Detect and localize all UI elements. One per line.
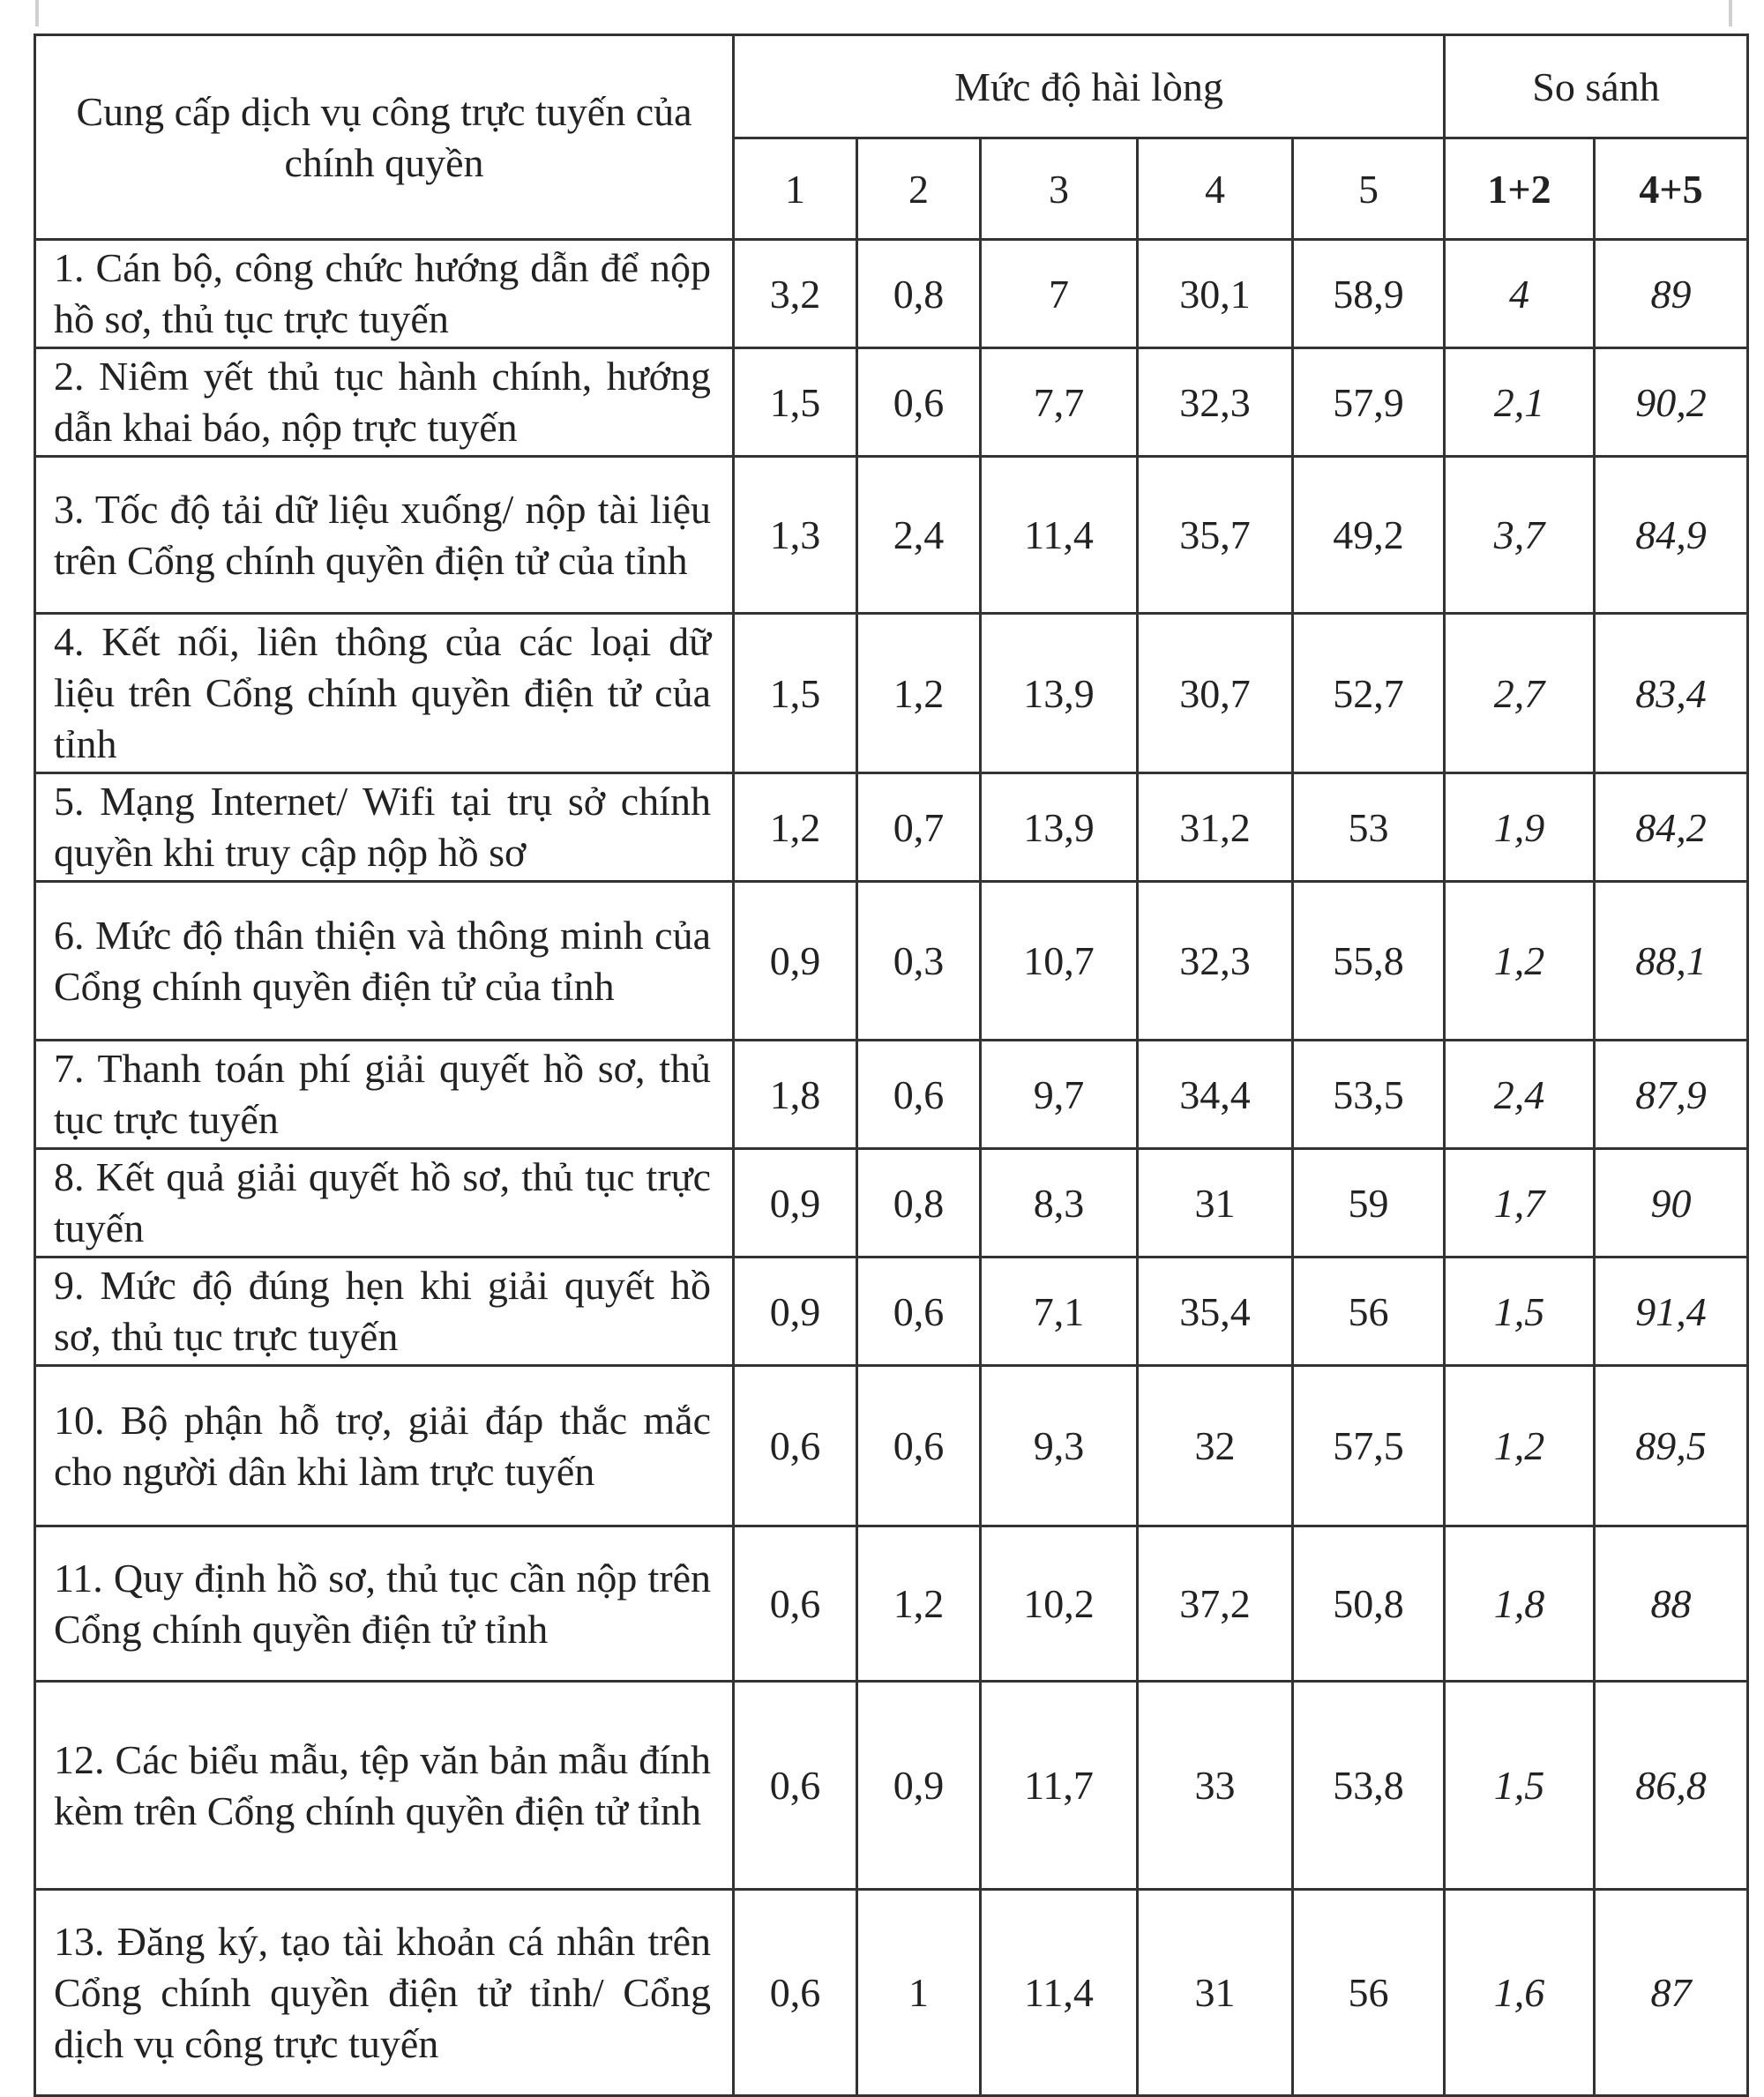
criterion-cell: 8. Kết quả giải quyết hồ sơ, thủ tục trực tuyến bbox=[35, 1149, 734, 1257]
comparison-low-cell: 1,2 bbox=[1445, 882, 1595, 1041]
level-3-cell: 10,2 bbox=[981, 1526, 1138, 1682]
level-5-cell: 56 bbox=[1293, 1257, 1445, 1366]
comparison-header: So sánh bbox=[1445, 35, 1748, 138]
level-2-cell: 1,2 bbox=[857, 1526, 981, 1682]
comparison-low-cell: 1,8 bbox=[1445, 1526, 1595, 1682]
level-1-cell: 0,9 bbox=[734, 1149, 857, 1257]
level-1-header: 1 bbox=[734, 138, 857, 240]
comparison-high-cell: 89 bbox=[1595, 240, 1748, 348]
comparison-high-cell: 87,9 bbox=[1595, 1041, 1748, 1149]
comparison-high-cell: 84,2 bbox=[1595, 773, 1748, 882]
table-row bbox=[35, 1257, 1748, 1366]
level-2-cell: 2,4 bbox=[857, 457, 981, 614]
level-4-cell: 30,1 bbox=[1138, 240, 1293, 348]
level-5-cell: 50,8 bbox=[1293, 1526, 1445, 1682]
level-1-cell: 0,6 bbox=[734, 1682, 857, 1890]
level-2-cell: 0,6 bbox=[857, 1257, 981, 1366]
level-3-cell: 7,7 bbox=[981, 348, 1138, 457]
level-3-cell: 13,9 bbox=[981, 773, 1138, 882]
level-3-cell: 8,3 bbox=[981, 1149, 1138, 1257]
criterion-cell: 1. Cán bộ, công chức hướng dẫn để nộp hồ sơ, thủ tục trực tuyến bbox=[35, 240, 734, 348]
table-row bbox=[35, 240, 1748, 348]
table-row bbox=[35, 882, 1748, 1041]
level-5-cell: 59 bbox=[1293, 1149, 1445, 1257]
level-3-cell: 9,3 bbox=[981, 1366, 1138, 1526]
table-row bbox=[35, 1526, 1748, 1682]
table-row bbox=[35, 1890, 1748, 2096]
table-row bbox=[35, 1041, 1748, 1149]
table-row bbox=[35, 614, 1748, 773]
level-1-cell: 1,8 bbox=[734, 1041, 857, 1149]
level-1-cell: 3,2 bbox=[734, 240, 857, 348]
level-2-cell: 1 bbox=[857, 1890, 981, 2096]
level-4-cell: 31 bbox=[1138, 1890, 1293, 2096]
comparison-low-cell: 2,7 bbox=[1445, 614, 1595, 773]
comparison-low-cell: 3,7 bbox=[1445, 457, 1595, 614]
table-row bbox=[35, 457, 1748, 614]
comparison-low-cell: 2,1 bbox=[1445, 348, 1595, 457]
table-row bbox=[35, 348, 1748, 457]
level-3-cell: 11,4 bbox=[981, 457, 1138, 614]
level-3-cell: 7 bbox=[981, 240, 1138, 348]
criteria-header: Cung cấp dịch vụ công trực tuyến của chính quyền bbox=[35, 35, 734, 240]
comparison-high-cell: 89,5 bbox=[1595, 1366, 1748, 1526]
level-3-cell: 7,1 bbox=[981, 1257, 1138, 1366]
level-2-cell: 0,8 bbox=[857, 1149, 981, 1257]
level-4-header: 4 bbox=[1138, 138, 1293, 240]
satisfaction-table bbox=[34, 34, 1749, 2097]
level-1-cell: 0,6 bbox=[734, 1890, 857, 2096]
comparison-high-cell: 88,1 bbox=[1595, 882, 1748, 1041]
level-2-cell: 0,6 bbox=[857, 348, 981, 457]
level-4-cell: 32 bbox=[1138, 1366, 1293, 1526]
comparison-high-cell: 91,4 bbox=[1595, 1257, 1748, 1366]
level-4-cell: 33 bbox=[1138, 1682, 1293, 1890]
comparison-low-cell: 1,2 bbox=[1445, 1366, 1595, 1526]
table-row bbox=[35, 773, 1748, 882]
comparison-high-cell: 84,9 bbox=[1595, 457, 1748, 614]
level-2-cell: 0,6 bbox=[857, 1041, 981, 1149]
level-2-cell: 1,2 bbox=[857, 614, 981, 773]
level-4-cell: 30,7 bbox=[1138, 614, 1293, 773]
level-1-cell: 1,3 bbox=[734, 457, 857, 614]
level-3-cell: 13,9 bbox=[981, 614, 1138, 773]
comparison-high-cell: 90 bbox=[1595, 1149, 1748, 1257]
level-5-cell: 57,5 bbox=[1293, 1366, 1445, 1526]
level-3-header: 3 bbox=[981, 138, 1138, 240]
comparison-low-cell: 1,5 bbox=[1445, 1682, 1595, 1890]
comparison-low-cell: 1,9 bbox=[1445, 773, 1595, 882]
criterion-cell: 10. Bộ phận hỗ trợ, giải đáp thắc mắc cho người dân khi làm trực tuyến bbox=[35, 1366, 734, 1526]
level-1-cell: 0,6 bbox=[734, 1366, 857, 1526]
level-5-cell: 58,9 bbox=[1293, 240, 1445, 348]
level-4-cell: 32,3 bbox=[1138, 882, 1293, 1041]
level-2-cell: 0,8 bbox=[857, 240, 981, 348]
level-5-cell: 57,9 bbox=[1293, 348, 1445, 457]
level-3-cell: 9,7 bbox=[981, 1041, 1138, 1149]
level-1-cell: 1,5 bbox=[734, 614, 857, 773]
level-2-cell: 0,9 bbox=[857, 1682, 981, 1890]
level-1-cell: 1,2 bbox=[734, 773, 857, 882]
satisfaction-level-header: Mức độ hài lòng bbox=[734, 35, 1445, 138]
criterion-cell: 11. Quy định hồ sơ, thủ tục cần nộp trên Cổng chính quyền điện tử tỉnh bbox=[35, 1526, 734, 1682]
level-5-cell: 49,2 bbox=[1293, 457, 1445, 614]
level-3-cell: 11,7 bbox=[981, 1682, 1138, 1890]
level-4-cell: 32,3 bbox=[1138, 348, 1293, 457]
comparison-high-cell: 87 bbox=[1595, 1890, 1748, 2096]
level-2-cell: 0,6 bbox=[857, 1366, 981, 1526]
criterion-cell: 12. Các biểu mẫu, tệp văn bản mẫu đính kèm trên Cổng chính quyền điện tử tỉnh bbox=[35, 1682, 734, 1890]
comparison-high-cell: 90,2 bbox=[1595, 348, 1748, 457]
comparison-high-cell: 83,4 bbox=[1595, 614, 1748, 773]
comparison-low-cell: 1,5 bbox=[1445, 1257, 1595, 1366]
level-4-cell: 37,2 bbox=[1138, 1526, 1293, 1682]
comparison-low-cell: 4 bbox=[1445, 240, 1595, 348]
level-1-cell: 1,5 bbox=[734, 348, 857, 457]
level-5-cell: 53 bbox=[1293, 773, 1445, 882]
level-5-cell: 55,8 bbox=[1293, 882, 1445, 1041]
criterion-cell: 3. Tốc độ tải dữ liệu xuống/ nộp tài liệu trên Cổng chính quyền điện tử của tỉnh bbox=[35, 457, 734, 614]
criterion-cell: 2. Niêm yết thủ tục hành chính, hướng dẫn khai báo, nộp trực tuyến bbox=[35, 348, 734, 457]
level-1-cell: 0,9 bbox=[734, 1257, 857, 1366]
comparison-high-cell: 86,8 bbox=[1595, 1682, 1748, 1890]
page-corner-right bbox=[1729, 0, 1732, 26]
level-2-cell: 0,3 bbox=[857, 882, 981, 1041]
level-5-header: 5 bbox=[1293, 138, 1445, 240]
criterion-cell: 13. Đăng ký, tạo tài khoản cá nhân trên Cổng chính quyền điện tử tỉnh/ Cổng dịch vụ công trực tuyến bbox=[35, 1890, 734, 2096]
table-row bbox=[35, 1366, 1748, 1526]
page-corner-left bbox=[35, 0, 39, 26]
criterion-cell: 9. Mức độ đúng hẹn khi giải quyết hồ sơ, thủ tục trực tuyến bbox=[35, 1257, 734, 1366]
level-4-cell: 34,4 bbox=[1138, 1041, 1293, 1149]
level-5-cell: 56 bbox=[1293, 1890, 1445, 2096]
level-2-header: 2 bbox=[857, 138, 981, 240]
level-2-cell: 0,7 bbox=[857, 773, 981, 882]
level-5-cell: 52,7 bbox=[1293, 614, 1445, 773]
table-row bbox=[35, 1149, 1748, 1257]
comparison-high-cell: 88 bbox=[1595, 1526, 1748, 1682]
comparison-low-header: 1+2 bbox=[1445, 138, 1595, 240]
level-4-cell: 31 bbox=[1138, 1149, 1293, 1257]
comparison-low-cell: 1,7 bbox=[1445, 1149, 1595, 1257]
level-5-cell: 53,8 bbox=[1293, 1682, 1445, 1890]
criterion-cell: 6. Mức độ thân thiện và thông minh của Cổng chính quyền điện tử của tỉnh bbox=[35, 882, 734, 1041]
comparison-high-header: 4+5 bbox=[1595, 138, 1748, 240]
level-4-cell: 35,4 bbox=[1138, 1257, 1293, 1366]
table-row bbox=[35, 1682, 1748, 1890]
level-5-cell: 53,5 bbox=[1293, 1041, 1445, 1149]
level-3-cell: 11,4 bbox=[981, 1890, 1138, 2096]
level-4-cell: 35,7 bbox=[1138, 457, 1293, 614]
criterion-cell: 4. Kết nối, liên thông của các loại dữ liệu trên Cổng chính quyền điện tử của tỉnh bbox=[35, 614, 734, 773]
level-1-cell: 0,9 bbox=[734, 882, 857, 1041]
comparison-low-cell: 1,6 bbox=[1445, 1890, 1595, 2096]
level-1-cell: 0,6 bbox=[734, 1526, 857, 1682]
level-3-cell: 10,7 bbox=[981, 882, 1138, 1041]
level-4-cell: 31,2 bbox=[1138, 773, 1293, 882]
comparison-low-cell: 2,4 bbox=[1445, 1041, 1595, 1149]
criterion-cell: 5. Mạng Internet/ Wifi tại trụ sở chính quyền khi truy cập nộp hồ sơ bbox=[35, 773, 734, 882]
criterion-cell: 7. Thanh toán phí giải quyết hồ sơ, thủ tục trực tuyến bbox=[35, 1041, 734, 1149]
